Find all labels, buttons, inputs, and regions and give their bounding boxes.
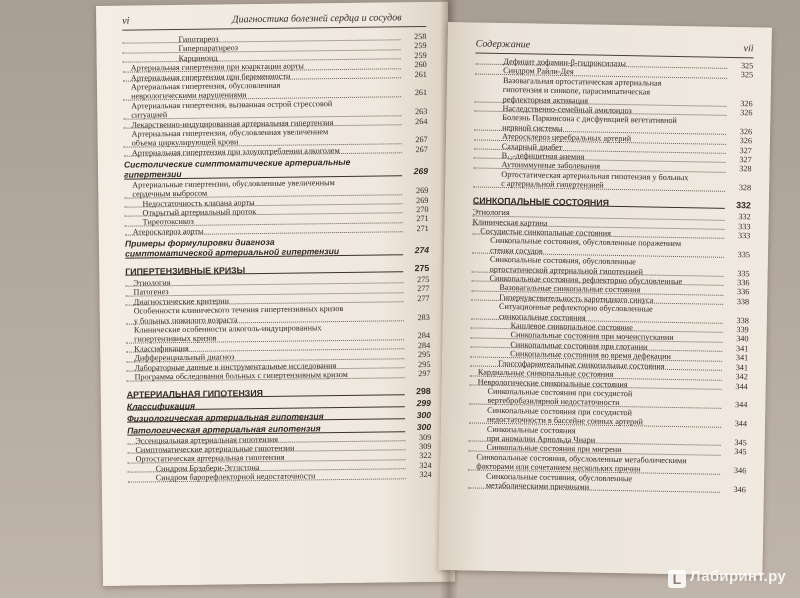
right-running-title: Содержание xyxy=(475,38,531,51)
toc-entry-line: Артериальная гипертензия, обусловленная xyxy=(130,80,281,92)
toc-entry-line: Аутоиммунные заболевания xyxy=(501,160,601,172)
toc-entry-page: 328 xyxy=(738,183,752,193)
toc-entry-line: сердечным выбросом xyxy=(132,188,208,199)
toc-entry-line: Наследственно-семейный амилоидоз xyxy=(502,103,632,116)
toc-entry-page: 270 xyxy=(416,204,429,215)
toc-entry-line: Открытый артериальный проток xyxy=(142,206,257,218)
toc-entry-page: 322 xyxy=(419,451,432,461)
toc-entry-title xyxy=(127,410,405,424)
toc-entry-line: Синкопальные состояния при мочеиспускании xyxy=(510,330,674,343)
left-running-head xyxy=(122,12,426,31)
toc-entry-page: 344 xyxy=(735,381,748,391)
toc-entry-line: Клинические особенности алкоголь-индуцированных xyxy=(133,323,322,335)
toc-entry-line: факторами или сочетанием нескольких причин xyxy=(476,461,641,474)
toc-entry-line: Вазовагальная ортостатическая артериальная xyxy=(502,75,662,88)
toc-entry-page: 324 xyxy=(419,460,432,470)
toc-entry-page: 345 xyxy=(734,447,747,457)
toc-entry-line: Сосудистые синкопальные состояния xyxy=(480,226,612,238)
toc-entry xyxy=(125,235,429,259)
toc-entry-title xyxy=(131,79,401,101)
labirint-logo-icon: L xyxy=(668,570,686,588)
toc-entry-line: Патологическая артериальная гипотензия xyxy=(127,423,321,437)
toc-entry-line: Атеросклероз аорты xyxy=(132,226,204,237)
toc-entry-line: Артериальная гипертензия, вызванная острой стрессовой xyxy=(131,98,333,111)
toc-entry-page: 326 xyxy=(739,126,753,137)
toc-entry-page: 295 xyxy=(418,359,431,369)
toc-entry-line: у больных пожилого возраста xyxy=(133,314,238,326)
toc-entry-line: Дифференциальный диагноз xyxy=(134,352,235,363)
toc-entry-title xyxy=(127,386,405,400)
toc-entry-line: Синкопальные состояния xyxy=(486,424,576,435)
toc-entry-page: 325 xyxy=(740,61,754,71)
toc-entry-page: 263 xyxy=(414,107,428,117)
toc-entry-line: Этиология xyxy=(133,278,171,288)
toc-entry-page: 271 xyxy=(416,223,429,233)
toc-entry-page: 271 xyxy=(416,214,429,224)
toc-entry-page: 267 xyxy=(415,135,428,145)
toc-entry-line: Особенности клинического течения гипертензивных кризов xyxy=(133,304,344,316)
toc-entry-page: 335 xyxy=(737,268,750,278)
toc-entry-line: Синкопальные состояния, рефлекторно обусловленные xyxy=(489,273,683,287)
toc-entry-title xyxy=(127,398,405,412)
toc-entry-title xyxy=(132,145,402,158)
toc-entry-line: Классификация xyxy=(126,400,196,412)
toc-entry-line: Артериальная гипертензия, обусловленная увеличением xyxy=(131,127,329,139)
toc-entry-line: Глоссофарингеальные синкопальные состояния xyxy=(497,358,665,371)
toc-entry-page: 338 xyxy=(736,315,749,325)
toc-entry-page: 341 xyxy=(735,353,749,363)
toc-entry-line: стенки сосудов xyxy=(489,245,543,256)
toc-entry-page: 325 xyxy=(740,70,754,80)
right-page-number: vii xyxy=(743,43,754,55)
right-toc xyxy=(468,56,754,494)
toc-entry-line: синкопальные состояния xyxy=(498,311,586,323)
toc-entry-page: 264 xyxy=(415,116,428,126)
toc-entry-line: Ситуационные рефлекторно обусловленные xyxy=(498,302,653,314)
toc-entry-line: B₁₂-дефицитная анемия xyxy=(501,151,585,162)
toc-entry-line: Вазовагальные синкопальные состояния xyxy=(499,283,641,295)
toc-entry-line: Систолические симптоматические артериальные xyxy=(123,157,351,170)
toc-entry-line: Лекарственно-индуцированная артериальная гипертензия xyxy=(131,117,334,130)
toc-entry-page: 269 xyxy=(413,166,429,177)
toc-entry-page: 327 xyxy=(739,155,752,165)
toc-entry-page: 274 xyxy=(414,245,430,256)
toc-entry-page: 339 xyxy=(736,325,749,335)
toc-entry-line: Неврологические синкопальные состояния xyxy=(477,377,628,389)
toc-entry-page: 277 xyxy=(417,293,430,303)
toc-entry-line: Гиперчувствительность каротидного синуса xyxy=(499,292,654,305)
toc-entry-page: 284 xyxy=(417,340,431,350)
toc-entry-line: Тиреотоксикоз xyxy=(142,217,194,227)
toc-entry-line: Артериальная гипертензия при коарктации аорты xyxy=(130,61,304,73)
toc-entry-line: Синкопальные состояния, обусловленные xyxy=(489,254,636,267)
toc-entry-line: Гипотиреоз xyxy=(178,34,219,44)
toc-entry-title xyxy=(156,470,406,482)
toc-entry-line: ГИПЕРТЕНЗИВНЫЕ КРИЗЫ xyxy=(125,264,246,277)
toc-entry-page: 259 xyxy=(414,41,427,51)
toc-entry-line: Синкопальные состояния при мигрени xyxy=(486,443,622,455)
toc-entry-page: 344 xyxy=(734,419,748,429)
toc-entry-page: 299 xyxy=(416,397,431,409)
toc-entry-page: 341 xyxy=(735,362,749,372)
toc-entry-line: Синкопальные состояния во время дефекации xyxy=(510,349,671,362)
watermark-text: Лабиринт.ру xyxy=(690,568,786,585)
toc-entry-page: 309 xyxy=(419,441,432,452)
toc-entry-page: 324 xyxy=(419,470,432,480)
toc-entry-line: Синкопальные состояния, обусловленные xyxy=(486,471,633,483)
toc-entry-page: 333 xyxy=(738,221,751,231)
toc-entry-page: 260 xyxy=(414,60,427,70)
toc-entry-page: 346 xyxy=(733,485,746,495)
toc-entry-page: 298 xyxy=(415,385,431,396)
toc-entry-page: 332 xyxy=(738,212,751,222)
right-running-head xyxy=(475,38,753,58)
toc-entry-line: Программа обследования больных с гипертензивным кризом xyxy=(134,370,348,382)
left-running-title: Диагностика болезней сердца и сосудов xyxy=(232,12,402,26)
toc-entry-line: Артериальная гипертензия при беременности xyxy=(130,71,291,83)
left-page xyxy=(96,2,455,586)
toc-entry-line: Диагностические критерии xyxy=(133,296,230,307)
toc-entry-page: 259 xyxy=(414,50,427,60)
toc-entry-title xyxy=(124,157,402,181)
toc-entry-line: объема циркулирующей крови xyxy=(131,137,239,149)
toc-entry-line: Синдром барорефлекторной недостаточности xyxy=(155,471,316,483)
toc-entry-page: 338 xyxy=(736,296,750,307)
toc-entry-page: 269 xyxy=(416,195,429,205)
toc-entry-title xyxy=(134,369,404,382)
toc-entry-page: 340 xyxy=(736,334,749,344)
toc-entry xyxy=(126,303,430,326)
toc-entry-page: 284 xyxy=(417,331,431,341)
toc-entry-line: Кардиальные синкопальные состояния xyxy=(477,367,614,380)
toc-entry-page: 261 xyxy=(414,69,427,79)
toc-entry-page: 258 xyxy=(414,31,427,42)
toc-entry-line: Клиническая картина xyxy=(472,217,548,228)
toc-entry-line: Ортостатическая артериальная гипотензия у больных xyxy=(501,169,689,183)
toc-entry-line: ортостатической артериальной гипотензией xyxy=(489,264,644,277)
toc-entry-page: 336 xyxy=(736,287,750,297)
toc-entry-line: Болезнь Паркинсона с дисфункцией вегетативной xyxy=(502,113,677,126)
toc-entry-page: 300 xyxy=(416,422,432,433)
toc-entry-page: 300 xyxy=(416,410,432,421)
toc-entry-page: 326 xyxy=(740,98,753,108)
toc-entry-page: 346 xyxy=(733,466,747,476)
toc-entry-page: 275 xyxy=(414,262,430,273)
toc-entry-page: 332 xyxy=(736,199,751,211)
toc-entry-line: недостаточности в бассейне сонных артерий xyxy=(486,414,644,427)
toc-entry-page: 277 xyxy=(417,284,430,294)
toc-entry-line: Синкопальные состояния при сосудистой xyxy=(487,386,633,399)
toc-entry-page: 267 xyxy=(415,144,428,154)
toc-entry-line: Синкопальные состояния при сосудистой xyxy=(487,405,633,417)
toc-entry-line: гипертензии xyxy=(124,169,182,181)
toc-entry-page: 309 xyxy=(418,432,432,442)
toc-entry-line: Патогенез xyxy=(133,287,169,298)
toc-entry-line: вертебробазилярной недостаточности xyxy=(487,396,620,408)
toc-entry-page: 336 xyxy=(737,278,750,288)
toc-entry-line: Атеросклероз церебральных артерий xyxy=(501,132,632,144)
toc-entry-line: Лабораторные данные и инструментальные исследования xyxy=(134,360,337,373)
toc-entry-line: Синкопальные состояния, обусловленные метаболическими xyxy=(476,452,687,465)
toc-entry xyxy=(124,156,428,180)
toc-entry-line: Ортостатическая артериальная гипотензия xyxy=(135,453,285,464)
toc-entry-line: гипотензия и синкопе, парасимпатическая xyxy=(502,85,651,97)
toc-entry-line: АРТЕРИАЛЬНАЯ ГИПОТЕНЗИЯ xyxy=(126,387,263,400)
toc-entry-line: Примеры формулировки диагноза xyxy=(124,236,275,249)
toc-entry-line: Кашлевое синкопальное состояние xyxy=(510,321,633,333)
toc-entry xyxy=(123,79,427,102)
toc-entry-page: 261 xyxy=(414,88,428,98)
toc-entry-line: Синкопальные состояния, обусловленные поражением xyxy=(490,236,682,249)
toc-entry-page: 342 xyxy=(735,372,748,382)
toc-entry-line: Симптоматические артериальные гипотензии xyxy=(135,443,295,455)
toc-entry-page: 328 xyxy=(739,164,752,174)
toc-entry-line: Карциноид xyxy=(178,53,218,63)
toc-entry-title xyxy=(133,224,403,237)
toc-entry-line: Синдром Райли-Дея xyxy=(503,66,574,77)
toc-entry-line: СИНКОПАЛЬНЫЕ СОСТОЯНИЯ xyxy=(472,195,610,208)
toc-entry-line: Сахарный диабет xyxy=(501,141,563,152)
toc-entry-title xyxy=(501,170,725,193)
toc-entry-page: 345 xyxy=(734,438,747,448)
left-toc xyxy=(122,32,431,483)
toc-entry-line: Классификация xyxy=(134,343,189,354)
toc-entry-line: Физиологическая артериальная гипотензия xyxy=(126,411,324,424)
toc-entry-page: 297 xyxy=(418,369,431,379)
toc-entry-line: симптоматической артериальной гипертензии xyxy=(124,246,340,259)
toc-entry-page: 326 xyxy=(739,136,753,146)
toc-entry-title xyxy=(134,304,404,326)
right-page xyxy=(438,22,772,576)
toc-entry-line: Артериальная гипертензия при злоупотреблении алкоголем xyxy=(131,145,340,158)
toc-entry-title xyxy=(125,235,403,259)
toc-entry-page: 326 xyxy=(740,108,753,118)
toc-entry-line: нервной системы xyxy=(502,122,563,133)
toc-entry-line: Дефицит дофамин-β-гидроксилазы xyxy=(503,56,626,69)
toc-entry-line: Артериальные гипертензии, обусловленные увеличенным xyxy=(132,177,335,190)
toc-entry-title xyxy=(503,76,727,108)
toc-entry-page: 295 xyxy=(417,350,431,360)
toc-entry-line: Синдром Брэдбери-Эгглстона xyxy=(155,462,260,474)
toc-entry-line: с артериальной гипертензией xyxy=(501,179,604,191)
toc-entry-line: при аномалии Арнольда Чиари xyxy=(486,433,596,445)
toc-entry-page: 344 xyxy=(735,400,748,410)
toc-entry-line: Гиперпаратиреоз xyxy=(178,43,239,54)
toc-entry-line: Этиология xyxy=(472,207,510,218)
toc-entry-line: Синкопальные состояния при глотании xyxy=(510,340,648,352)
toc-entry-page: 341 xyxy=(735,343,749,354)
toc-entry-line: рефлекторная активация xyxy=(502,94,589,106)
toc-entry-page: 333 xyxy=(737,231,751,241)
left-page-number: vi xyxy=(122,15,130,27)
toc-entry-line: метаболическими причинами xyxy=(485,480,590,492)
toc-entry-line: Недостаточность клапана аорты xyxy=(142,197,255,208)
toc-entry-line: Эссенциальная артериальная гипотензия xyxy=(135,434,279,446)
watermark xyxy=(668,568,786,588)
toc-entry-page: 327 xyxy=(739,145,752,155)
toc-entry-page: 275 xyxy=(417,274,430,285)
toc-entry-line: гипертензивных кризов xyxy=(134,334,217,345)
toc-entry-title xyxy=(125,263,403,277)
toc-entry-line: ситуацией xyxy=(131,110,168,120)
toc-entry-page: 335 xyxy=(737,249,751,260)
toc-entry-page: 269 xyxy=(415,186,429,196)
toc-entry-page: 283 xyxy=(417,312,430,322)
toc-entry-line: неврологическими нарушениями xyxy=(131,90,247,102)
